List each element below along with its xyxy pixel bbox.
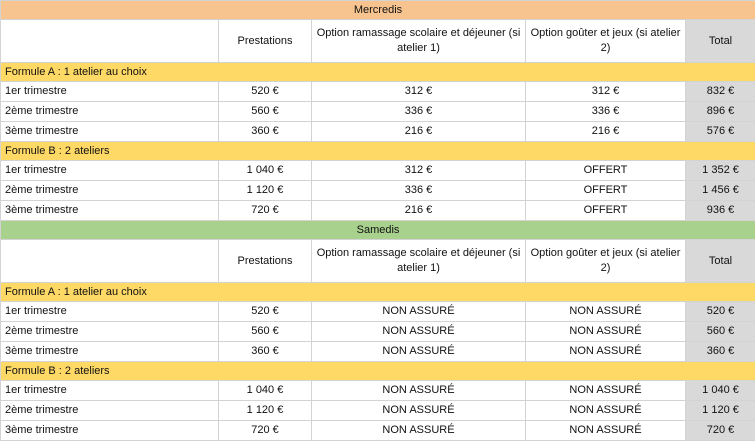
- pricing-table-body: [1, 1, 755, 441]
- gouter-cell: NON ASSURÉ: [526, 322, 686, 342]
- total-cell: 360 €: [686, 342, 755, 362]
- prestations-cell: 360 €: [219, 342, 312, 362]
- table-row: [1, 421, 755, 441]
- header-ramassage: Option ramassage scolaire et déjeuner (si atelier 1): [312, 240, 526, 283]
- table-row: [1, 161, 755, 181]
- header-total: Total: [686, 20, 755, 63]
- trimestre-2-label: 2ème trimestre: [1, 181, 219, 201]
- trimestre-3-label: 3ème trimestre: [1, 201, 219, 221]
- ramassage-cell: 312 €: [312, 82, 526, 102]
- header-gouter: Option goûter et jeux (si atelier 2): [526, 240, 686, 283]
- gouter-cell: NON ASSURÉ: [526, 302, 686, 322]
- gouter-cell: NON ASSURÉ: [526, 381, 686, 401]
- header-empty-cell: [1, 20, 219, 63]
- header-empty-cell: [1, 240, 219, 283]
- table-row: [1, 302, 755, 322]
- prestations-cell: 720 €: [219, 421, 312, 441]
- total-cell: 1 352 €: [686, 161, 755, 181]
- ramassage-cell: 312 €: [312, 161, 526, 181]
- formula-b-title: Formule B : 2 ateliers: [1, 362, 755, 381]
- prestations-cell: 560 €: [219, 322, 312, 342]
- total-cell: 560 €: [686, 322, 755, 342]
- section-mercredis-formula-a-row: [1, 63, 755, 82]
- formula-a-title: Formule A : 1 atelier au choix: [1, 63, 755, 82]
- table-row: [1, 201, 755, 221]
- table-row: [1, 381, 755, 401]
- gouter-cell: NON ASSURÉ: [526, 342, 686, 362]
- prestations-cell: 520 €: [219, 302, 312, 322]
- ramassage-cell: 336 €: [312, 181, 526, 201]
- gouter-cell: NON ASSURÉ: [526, 401, 686, 421]
- ramassage-cell: 216 €: [312, 201, 526, 221]
- section-samedis-row: [1, 221, 755, 240]
- table-row: [1, 322, 755, 342]
- trimestre-2-label: 2ème trimestre: [1, 401, 219, 421]
- prestations-cell: 520 €: [219, 82, 312, 102]
- header-prestations: Prestations: [219, 240, 312, 283]
- trimestre-3-label: 3ème trimestre: [1, 421, 219, 441]
- gouter-cell: NON ASSURÉ: [526, 421, 686, 441]
- ramassage-cell: NON ASSURÉ: [312, 381, 526, 401]
- ramassage-cell: NON ASSURÉ: [312, 342, 526, 362]
- formula-b-title: Formule B : 2 ateliers: [1, 142, 755, 161]
- total-cell: 1 456 €: [686, 181, 755, 201]
- prestations-cell: 1 040 €: [219, 161, 312, 181]
- ramassage-cell: 216 €: [312, 122, 526, 142]
- table-row: [1, 122, 755, 142]
- ramassage-cell: NON ASSURÉ: [312, 401, 526, 421]
- gouter-cell: 312 €: [526, 82, 686, 102]
- section-mercredis-header-row: [1, 20, 755, 63]
- ramassage-cell: 336 €: [312, 102, 526, 122]
- total-cell: 720 €: [686, 421, 755, 441]
- ramassage-cell: NON ASSURÉ: [312, 421, 526, 441]
- gouter-cell: 216 €: [526, 122, 686, 142]
- trimestre-2-label: 2ème trimestre: [1, 322, 219, 342]
- table-row: [1, 342, 755, 362]
- total-cell: 832 €: [686, 82, 755, 102]
- formula-a-title: Formule A : 1 atelier au choix: [1, 283, 755, 302]
- prestations-cell: 720 €: [219, 201, 312, 221]
- total-cell: 1 120 €: [686, 401, 755, 421]
- section-samedis-formula-a-row: [1, 283, 755, 302]
- gouter-cell: 336 €: [526, 102, 686, 122]
- header-prestations: Prestations: [219, 20, 312, 63]
- prestations-cell: 360 €: [219, 122, 312, 142]
- header-total: Total: [686, 240, 755, 283]
- section-samedis-formula-b-row: [1, 362, 755, 381]
- total-cell: 520 €: [686, 302, 755, 322]
- prestations-cell: 1 120 €: [219, 401, 312, 421]
- prestations-cell: 560 €: [219, 102, 312, 122]
- table-row: [1, 102, 755, 122]
- gouter-cell: OFFERT: [526, 181, 686, 201]
- gouter-cell: OFFERT: [526, 201, 686, 221]
- trimestre-1-label: 1er trimestre: [1, 161, 219, 181]
- section-mercredis-row: [1, 1, 755, 20]
- section-samedis-title: Samedis: [1, 221, 755, 240]
- table-row: [1, 82, 755, 102]
- header-ramassage: Option ramassage scolaire et déjeuner (si atelier 1): [312, 20, 526, 63]
- total-cell: 896 €: [686, 102, 755, 122]
- trimestre-2-label: 2ème trimestre: [1, 102, 219, 122]
- ramassage-cell: NON ASSURÉ: [312, 322, 526, 342]
- header-gouter: Option goûter et jeux (si atelier 2): [526, 20, 686, 63]
- table-row: [1, 401, 755, 421]
- trimestre-1-label: 1er trimestre: [1, 302, 219, 322]
- prestations-cell: 1 040 €: [219, 381, 312, 401]
- trimestre-3-label: 3ème trimestre: [1, 122, 219, 142]
- table-row: [1, 181, 755, 201]
- total-cell: 576 €: [686, 122, 755, 142]
- section-samedis-header-row: [1, 240, 755, 283]
- trimestre-3-label: 3ème trimestre: [1, 342, 219, 362]
- trimestre-1-label: 1er trimestre: [1, 82, 219, 102]
- section-mercredis-title: Mercredis: [1, 1, 755, 20]
- trimestre-1-label: 1er trimestre: [1, 381, 219, 401]
- total-cell: 936 €: [686, 201, 755, 221]
- ramassage-cell: NON ASSURÉ: [312, 302, 526, 322]
- section-mercredis-formula-b-row: [1, 142, 755, 161]
- prestations-cell: 1 120 €: [219, 181, 312, 201]
- gouter-cell: OFFERT: [526, 161, 686, 181]
- total-cell: 1 040 €: [686, 381, 755, 401]
